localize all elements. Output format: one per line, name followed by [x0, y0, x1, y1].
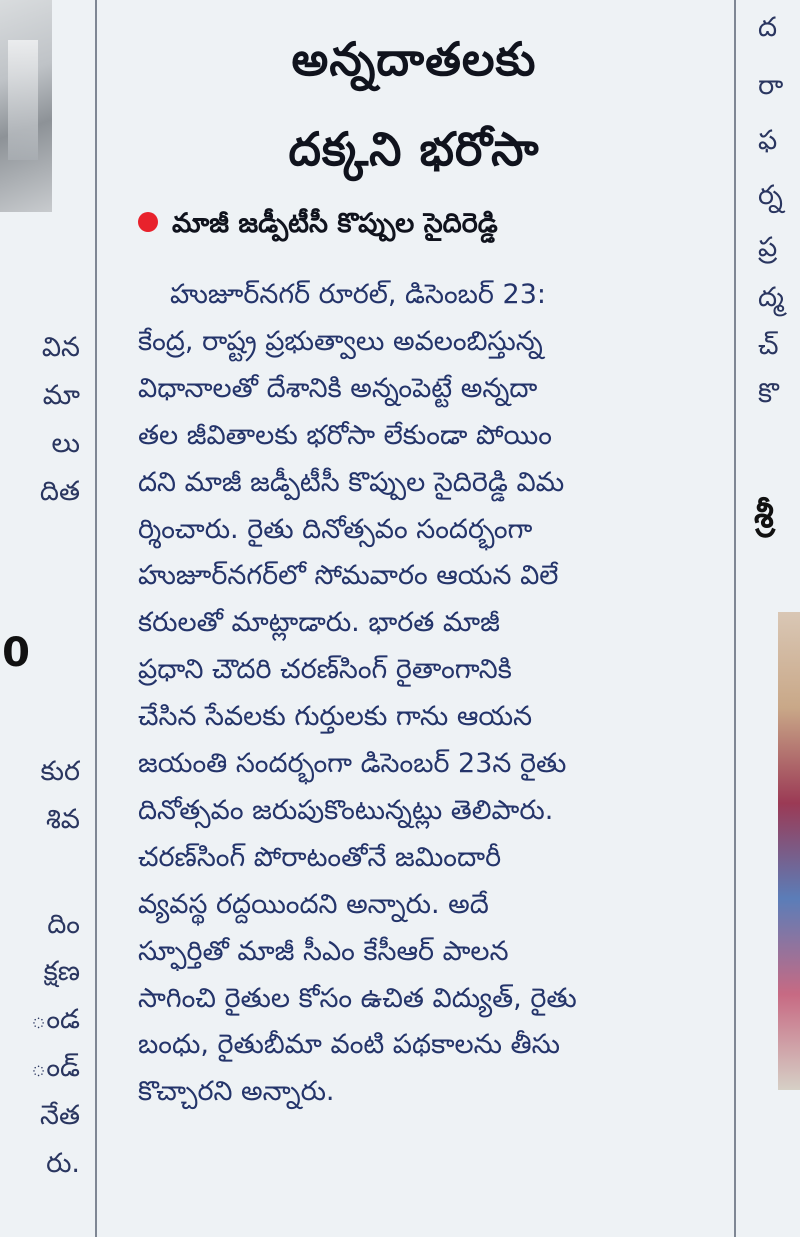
- article-body-line: ప్రధాని చౌదరి చరణ్‌సింగ్ రైతాంగానికి: [138, 654, 512, 686]
- left-fragment: విన: [41, 332, 80, 363]
- left-fragment: లు: [51, 428, 80, 459]
- left-fragment: ండ్: [30, 1052, 80, 1083]
- article-body-line: కేంద్ర, రాష్ట్ర ప్రభుత్వాలు అవలంబిస్తున్న: [138, 325, 543, 357]
- byline-text: మాజీ జడ్పీటీసీ కొప్పుల సైదిరెడ్డి: [172, 208, 498, 239]
- article-body-line: బంధు, రైతుబీమా వంటి పథకాలను తీసు: [138, 1029, 560, 1061]
- article-body-line: స్ఫూర్తితో మాజీ సీఎం కేసీఆర్ పాలన: [138, 935, 509, 967]
- byline: [138, 208, 718, 246]
- article-body-line: హుజూర్‌నగర్ రూరల్, డిసెంబర్ 23:: [170, 279, 546, 310]
- article-body-line: హుజూర్‌నగర్‌లో సోమవారం ఆయన విలే: [138, 560, 559, 592]
- left-fragment: మా: [42, 380, 80, 411]
- left-heading-fragment: 0: [2, 630, 30, 676]
- article-body-line: సాగించి రైతుల కోసం ఉచిత విద్యుత్, రైతు: [138, 982, 577, 1014]
- right-fragment: ఫ: [758, 125, 778, 156]
- left-fragment: రు.: [46, 1148, 80, 1179]
- headline-line-1: అన్నదాతలకు: [291, 32, 537, 86]
- left-column-clipped: [0, 0, 93, 1237]
- left-fragment: శివ: [45, 804, 80, 835]
- right-fragment: ద: [758, 12, 778, 43]
- article-body-line: దినోత్సవం జరుపుకొంటున్నట్లు తెలిపారు.: [138, 794, 554, 826]
- left-fragment: నేత: [40, 1100, 80, 1131]
- right-fragment: రా: [758, 70, 784, 101]
- right-fragment: చ్: [758, 330, 779, 361]
- left-fragment: క్షణ: [43, 956, 80, 987]
- article-body-line: చేసిన సేవలకు గుర్తులకు గాను ఆయన: [138, 701, 533, 733]
- right-fragment: ద్మ: [758, 282, 784, 313]
- right-heading-fragment: శ్రీ: [754, 495, 774, 536]
- right-fragment: ర్న: [758, 180, 783, 211]
- article-body-line: ర్శించారు. రైతు దినోత్సవం సందర్భంగా: [138, 513, 533, 545]
- article-body-line: తల జీవితాలకు భరోసా లేకుండా పోయిం: [138, 419, 552, 451]
- right-fragment: ప్ర: [758, 232, 778, 263]
- headline-line-2: దక్కని భరోసా: [288, 122, 540, 176]
- right-photo-fragment: [778, 612, 800, 1090]
- article-body-line: కొచ్చారని అన్నారు.: [138, 1076, 335, 1108]
- article-body-line: దని మాజీ జడ్పీటీసీ కొప్పుల సైదిరెడ్డి విమ: [138, 466, 565, 498]
- right-column-clipped: [740, 0, 800, 1237]
- article-body-line: కరులతో మాట్లాడారు. భారత మాజీ: [138, 607, 500, 639]
- article-body-line: వ్యవస్థ రద్దయిందని అన్నారు. అదే: [138, 888, 489, 920]
- left-fragment: దిం: [47, 909, 80, 940]
- article-body-line: విధానాలతో దేశానికి అన్నంపెట్టే అన్నదా: [138, 372, 538, 404]
- right-fragment: కొ: [758, 378, 779, 409]
- column-divider-right: [734, 0, 736, 1237]
- left-photo-fragment: [0, 0, 52, 212]
- column-divider-left: [95, 0, 97, 1237]
- article-body-line: చరణ్‌సింగ్ పోరాటంతోనే జమిందారీ: [138, 841, 502, 873]
- article-body-line: జయంతి సందర్భంగా డిసెంబర్ 23న రైతు: [138, 748, 567, 779]
- bullet-icon: [138, 212, 158, 232]
- left-fragment: కుర: [40, 756, 80, 787]
- left-fragment: దిత: [39, 476, 80, 507]
- article: [100, 0, 728, 1237]
- left-fragment: ండ: [30, 1004, 80, 1035]
